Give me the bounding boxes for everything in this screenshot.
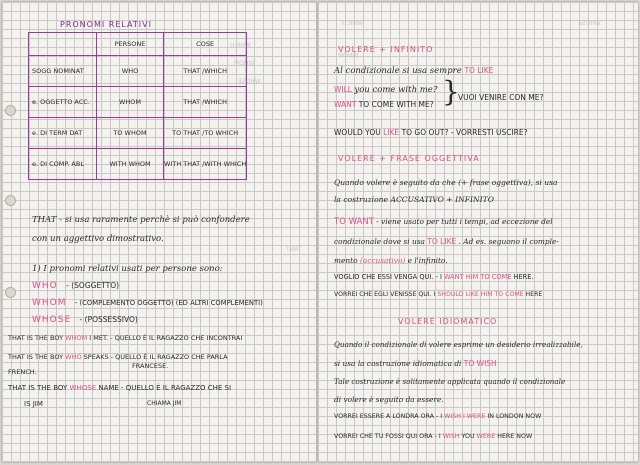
who-term: WHO bbox=[32, 281, 58, 291]
example-who bbox=[8, 354, 228, 361]
vorrei-london-example bbox=[334, 414, 541, 420]
example-text: NAME - QUELLO È IL RAGAZZO CHE SI bbox=[98, 384, 232, 392]
example-who-cont: FRENCH. bbox=[8, 368, 37, 376]
example-text: TO GO OUT? - VORRESTI USCIRE? bbox=[401, 128, 528, 137]
relative-pronouns-intro: 1) I pronomi relativi usati per persone sono: bbox=[32, 264, 223, 274]
table-cell: WHO bbox=[97, 56, 164, 87]
idiom-line-2 bbox=[334, 360, 497, 368]
example-keyword: WISH bbox=[442, 433, 460, 440]
table-row bbox=[29, 33, 247, 56]
rule-text: mento bbox=[334, 256, 358, 265]
idiom-line-3: Tale costruzione è solitamente applicata quando il condizionale bbox=[334, 377, 566, 386]
section-title-volere-idiomatico: VOLERE IDIOMATICO bbox=[398, 317, 498, 326]
who-description: - (SOGGETTO) bbox=[66, 281, 120, 290]
vuoi-translation: VUOI VENIRE CON ME? bbox=[458, 93, 544, 102]
left-page bbox=[2, 2, 316, 462]
page-title-pronomi-relativi: PRONOMI RELATIVI bbox=[60, 20, 152, 29]
example-whose-translation-cont: CHIAMA JIM bbox=[147, 400, 182, 407]
rule-keyword: TO WISH bbox=[463, 359, 497, 368]
table-cell: e. DI TERM DAT bbox=[29, 118, 97, 149]
want-example bbox=[334, 101, 434, 109]
vorrei-tu-example bbox=[334, 434, 532, 440]
example-text: VORREI ESSERE A LONDRA ORA - I bbox=[334, 413, 443, 420]
bleed-through-text: TANT bbox=[286, 246, 302, 253]
table-row bbox=[29, 87, 247, 118]
example-whom bbox=[8, 335, 242, 342]
example-keyword: WILL bbox=[334, 85, 352, 94]
who-row bbox=[32, 282, 119, 291]
example-who-translation-cont: FRANCESE. bbox=[132, 362, 169, 370]
example-text: THAT IS THE BOY bbox=[8, 353, 64, 361]
example-keyword: WHOSE bbox=[69, 384, 97, 392]
example-keyword: WHO bbox=[65, 353, 82, 361]
to-want-rule-line-3 bbox=[334, 257, 448, 264]
whose-row bbox=[32, 316, 138, 325]
example-text: you come with me? bbox=[354, 85, 438, 95]
rule-text: - viene usato per tutti i tempi, ad eccezione del bbox=[376, 217, 553, 226]
that-note-line-1: THAT - si usa raramente perchè si può confondere bbox=[32, 215, 250, 225]
binder-hole bbox=[5, 195, 16, 206]
example-keyword: WHOM bbox=[65, 334, 88, 342]
voglio-example bbox=[334, 274, 533, 281]
bleed-through-text: WHOSE bbox=[238, 78, 261, 85]
example-keyword: SHOULD LIKE HIM TO COME bbox=[437, 291, 524, 298]
bleed-through-text: WHOM bbox=[234, 60, 255, 67]
example-keyword: WISH I WERE bbox=[444, 413, 486, 420]
example-text: SPEAKS - QUELLO È IL RAGAZZO CHE PARLA bbox=[83, 353, 228, 361]
rule-text: . Ad es. seguono il comple- bbox=[458, 237, 559, 246]
example-text: VORREI CHE TU FOSSI QUI ORA - I bbox=[334, 433, 441, 440]
table-cell: TO THAT /TO WHICH bbox=[164, 118, 247, 149]
table-cell: e. OGGETTO ACC. bbox=[29, 87, 97, 118]
bleed-through-text: WHICH bbox=[342, 20, 363, 27]
table-cell: WITH WHOM bbox=[97, 149, 164, 180]
example-whose bbox=[8, 385, 231, 392]
rule-keyword: TO LIKE bbox=[464, 66, 494, 75]
section-title-volere-frase-oggettiva: VOLERE + FRASE OGGETTIVA bbox=[338, 154, 480, 163]
whose-term: WHOSE bbox=[32, 315, 72, 325]
example-text: VOGLIO CHE ESSI VENGA QUI. - I bbox=[334, 273, 442, 281]
binder-hole bbox=[5, 287, 16, 298]
that-note-line-2: con un aggettivo dimostrativo. bbox=[32, 234, 164, 244]
table-cell: TO WHOM bbox=[97, 118, 164, 149]
table-row bbox=[29, 149, 247, 180]
example-text: IN LONDON NOW bbox=[487, 413, 542, 420]
example-text: HERE. bbox=[513, 273, 534, 281]
example-text: THAT IS THE BOY bbox=[8, 334, 64, 342]
whom-description: - (COMPLEMENTO OGGETTO) (ED ALTRI COMPLEMENTI) bbox=[74, 299, 263, 307]
rule-keyword: TO LIKE bbox=[427, 237, 457, 246]
section-title-volere-infinito: VOLERE + INFINITO bbox=[338, 45, 434, 54]
rule-text: condizionale dove si usa bbox=[334, 237, 425, 246]
bleed-through-text: WHICH bbox=[230, 42, 251, 49]
rule-text: si usa la costruzione idiomatica di bbox=[334, 359, 462, 368]
table-cell: THAT /WHICH bbox=[164, 56, 247, 87]
example-keyword: LIKE bbox=[383, 128, 400, 137]
bleed-through-text: WHOM bbox=[338, 52, 359, 59]
curly-brace: } bbox=[442, 75, 460, 108]
table-header-cell: PERSONE bbox=[97, 33, 164, 56]
table-row bbox=[29, 118, 247, 149]
example-keyword: WANT HIM TO COME bbox=[444, 273, 512, 281]
table-header-cell: COSE bbox=[164, 33, 247, 56]
right-page bbox=[318, 2, 638, 462]
pronouns-table bbox=[28, 32, 247, 180]
table-row bbox=[29, 56, 247, 87]
example-text: YOU bbox=[461, 433, 475, 440]
example-text: WOULD YOU bbox=[334, 128, 381, 137]
table-cell bbox=[29, 33, 97, 56]
quando-line-2: la costruzione ACCUSATIVO + INFINITO bbox=[334, 195, 494, 204]
whom-term: WHOM bbox=[32, 298, 67, 308]
will-example bbox=[334, 86, 437, 95]
whom-row bbox=[32, 299, 263, 308]
rule-text: e l'infinito. bbox=[407, 256, 448, 265]
rule-text: Al condizionale si usa sempre bbox=[334, 66, 462, 76]
quando-line-1: Quando volere è seguito da che (+ frase oggettiva), si usa bbox=[334, 178, 558, 187]
example-keyword: WANT bbox=[334, 100, 357, 109]
idiom-line-4: di volere è seguito da essere. bbox=[334, 395, 444, 404]
example-whose-cont: IS JIM bbox=[24, 400, 43, 408]
binder-hole bbox=[5, 105, 16, 116]
example-text: VORREI CHE EGLI VENISSE QUI. I bbox=[334, 291, 436, 298]
example-text: I MET. - QUELLO È IL RAGAZZO CHE INCONTRAI bbox=[89, 334, 243, 342]
table-cell: e. DI COMP. ABL bbox=[29, 149, 97, 180]
would-example bbox=[334, 129, 528, 137]
to-want-rule-line-2 bbox=[334, 238, 559, 246]
to-want-rule-line-1 bbox=[334, 218, 553, 227]
rule-keyword: TO WANT bbox=[334, 217, 374, 227]
example-text: TO COME WITH ME? bbox=[358, 100, 434, 109]
example-text: HERE NOW bbox=[497, 433, 533, 440]
example-keyword: WERE bbox=[476, 433, 496, 440]
table-cell: WITH THAT /WITH WHICH bbox=[164, 149, 247, 180]
idiom-line-1: Quando il condizionale di volere esprime un desiderio irrealizzabile, bbox=[334, 340, 583, 349]
table-cell: SOGG NOMINAT bbox=[29, 56, 97, 87]
bleed-through-text: WHOSE bbox=[578, 20, 601, 27]
table-cell: WHOM bbox=[97, 87, 164, 118]
vorrei-example bbox=[334, 292, 542, 298]
whose-description: - (POSSESSIVO) bbox=[79, 315, 138, 324]
example-text: HERE bbox=[525, 291, 543, 298]
table-cell: THAT /WHICH bbox=[164, 87, 247, 118]
rule-highlight: (accusativo) bbox=[359, 256, 406, 265]
example-text: THAT IS THE BOY bbox=[8, 384, 68, 392]
cond-rule-line bbox=[334, 67, 493, 76]
